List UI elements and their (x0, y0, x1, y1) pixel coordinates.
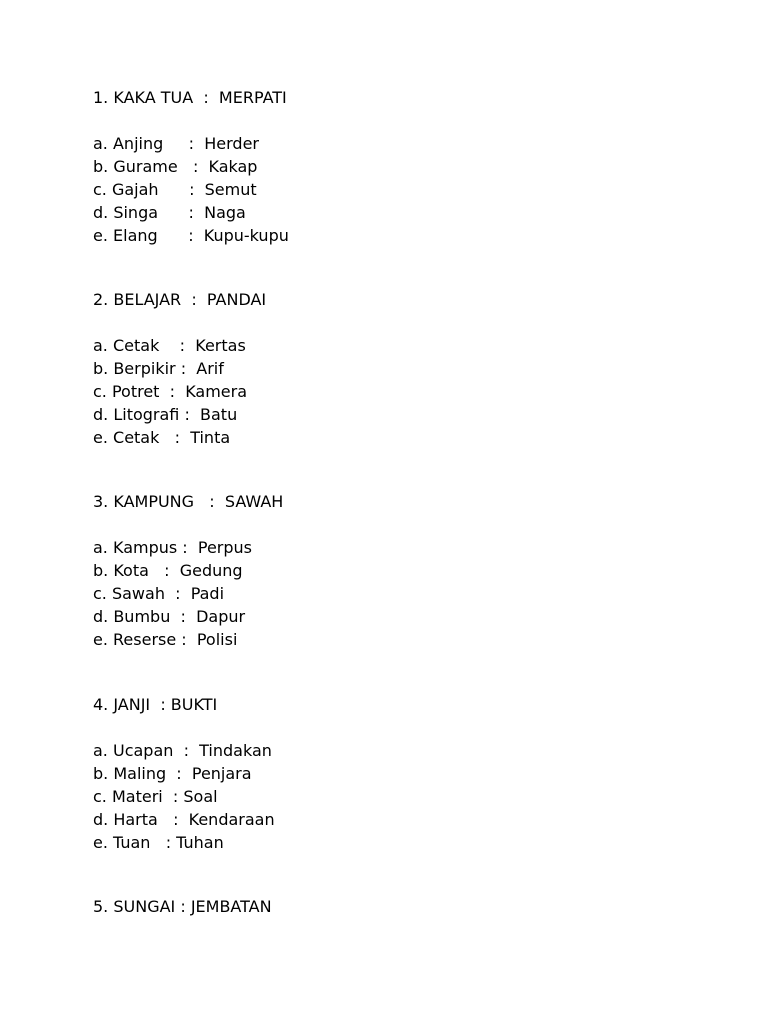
question-4 (93, 694, 693, 854)
question-stem: 3. KAMPUNG : SAWAH (93, 492, 284, 511)
option-c: c. Potret : Kamera (93, 382, 248, 401)
question-2 (93, 289, 693, 449)
option-e: e. Cetak : Tinta (93, 428, 231, 447)
option-c: c. Gajah : Semut (93, 180, 257, 199)
option-a: a. Cetak : Kertas (93, 336, 246, 355)
option-list (93, 739, 693, 854)
option-d: d. Litografi : Batu (93, 405, 238, 424)
option-b: b. Maling : Penjara (93, 764, 252, 783)
option-b: b. Gurame : Kakap (93, 157, 258, 176)
option-b: b. Kota : Gedung (93, 561, 243, 580)
option-d: d. Singa : Naga (93, 203, 246, 222)
option-e: e. Elang : Kupu-kupu (93, 226, 289, 245)
option-e: e. Tuan : Tuhan (93, 833, 224, 852)
option-e: e. Reserse : Polisi (93, 630, 238, 649)
question-stem: 1. KAKA TUA : MERPATI (93, 88, 287, 107)
option-b: b. Berpikir : Arif (93, 359, 224, 378)
option-c: c. Sawah : Padi (93, 584, 225, 603)
question-3 (93, 491, 693, 651)
option-c: c. Materi : Soal (93, 787, 218, 806)
question-5 (93, 896, 693, 918)
question-stem: 5. SUNGAI : JEMBATAN (93, 897, 272, 916)
option-a: a. Kampus : Perpus (93, 538, 252, 557)
question-1 (93, 87, 693, 247)
option-d: d. Bumbu : Dapur (93, 607, 246, 626)
option-a: a. Anjing : Herder (93, 134, 259, 153)
option-list (93, 536, 693, 651)
question-stem: 4. JANJI : BUKTI (93, 695, 218, 714)
option-d: d. Harta : Kendaraan (93, 810, 275, 829)
option-a: a. Ucapan : Tindakan (93, 741, 272, 760)
option-list (93, 334, 693, 449)
question-stem: 2. BELAJAR : PANDAI (93, 290, 267, 309)
option-list (93, 132, 693, 247)
